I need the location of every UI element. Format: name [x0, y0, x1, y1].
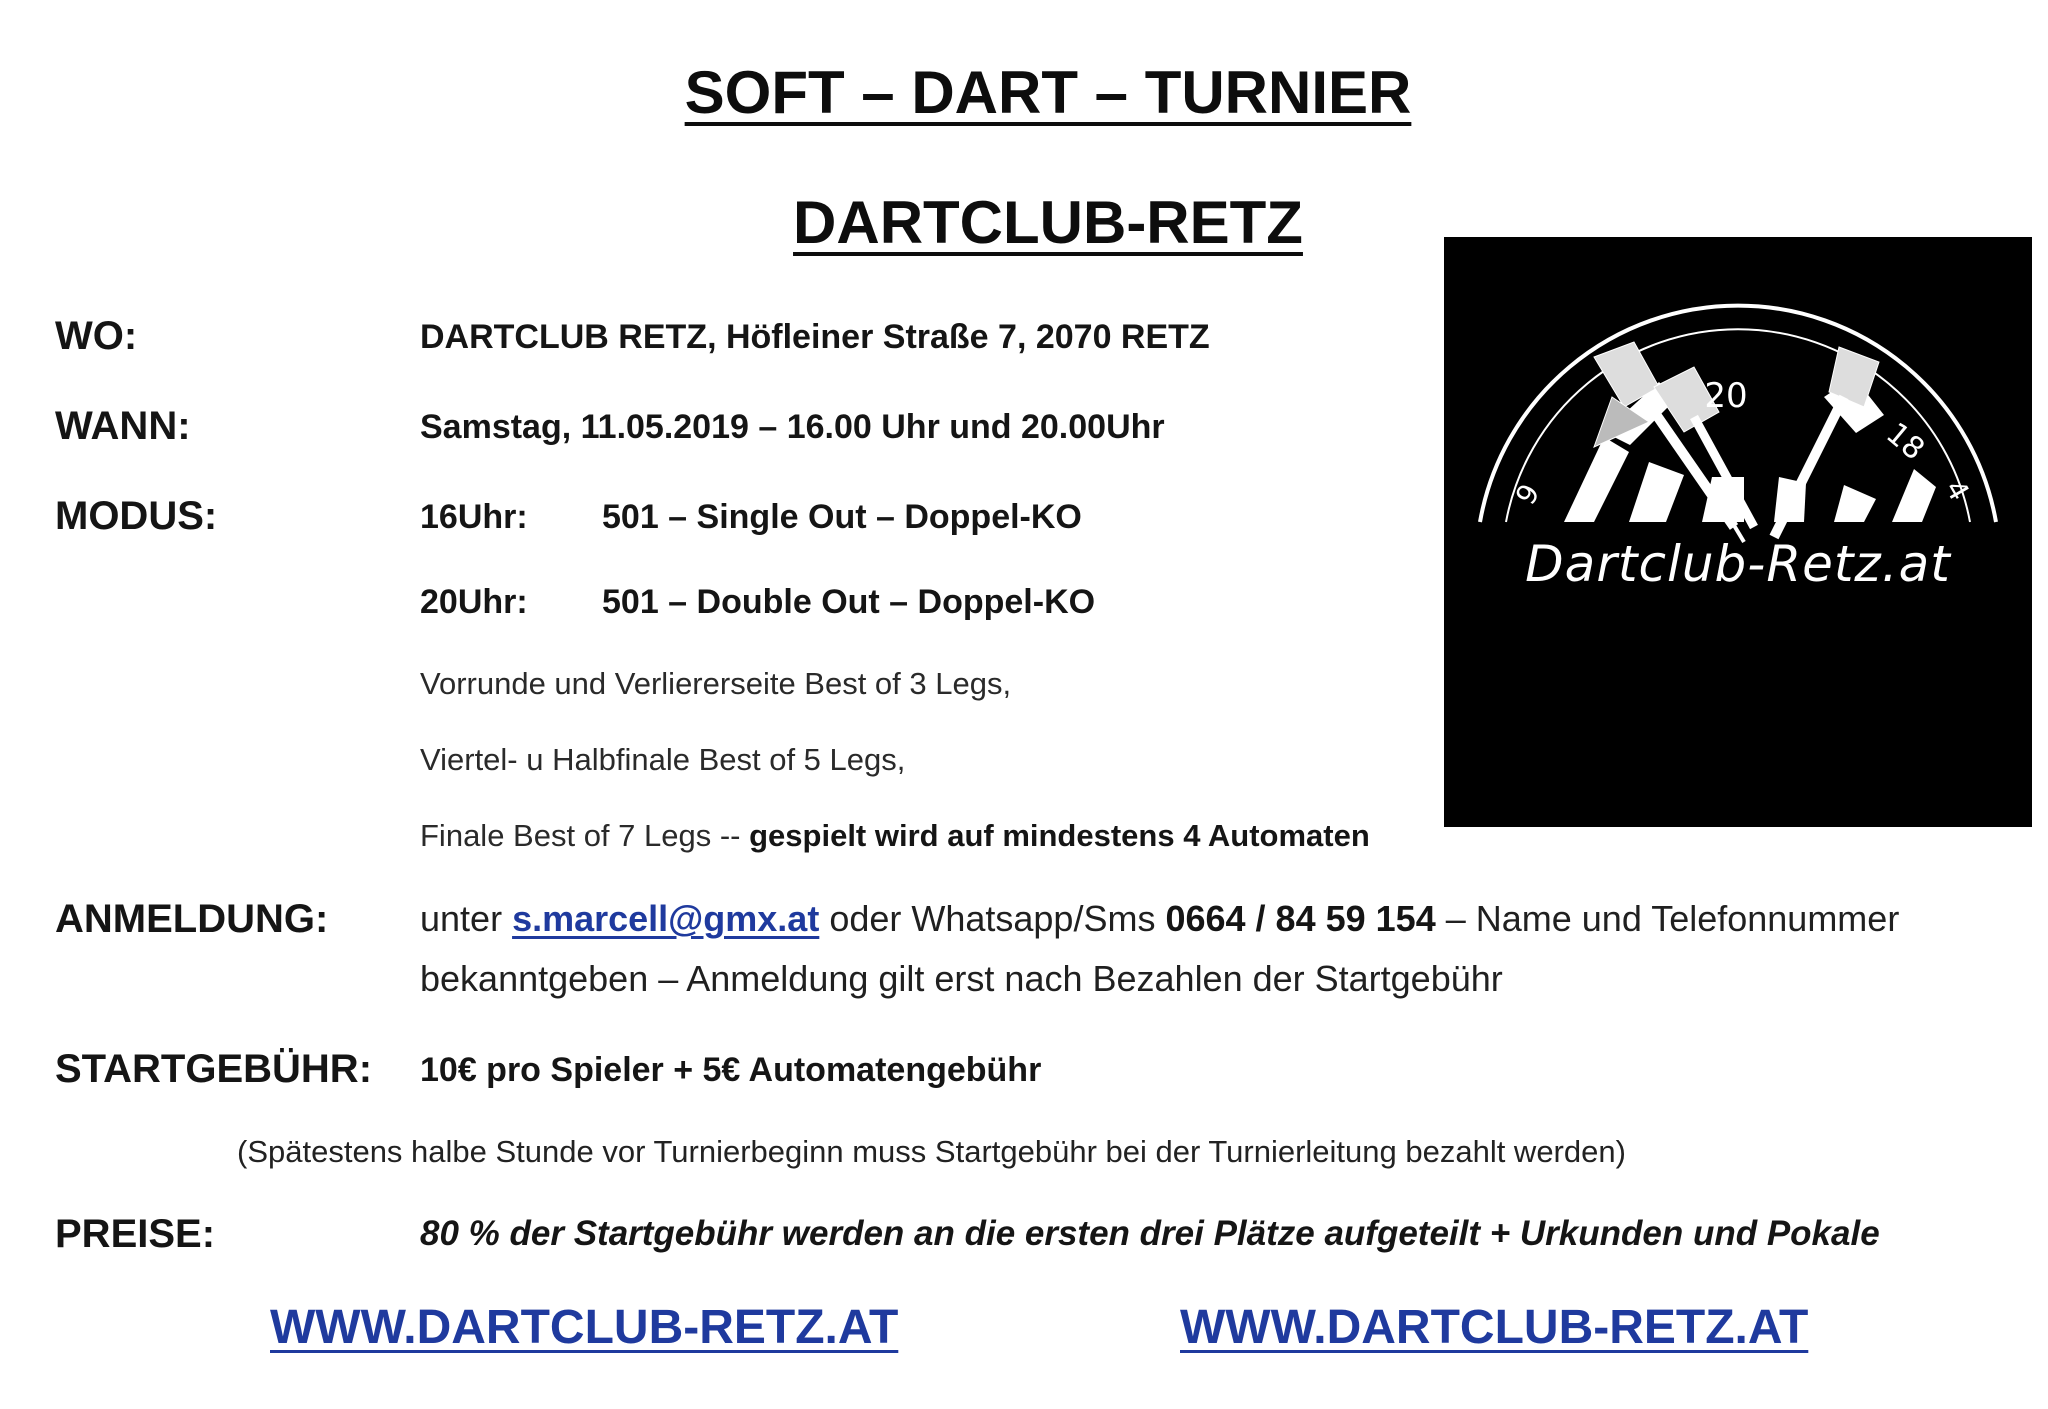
- registration-line-1: [420, 898, 1899, 940]
- where-label: WO:: [55, 314, 138, 358]
- dartboard-number-4: 4: [1938, 474, 1976, 507]
- fee-label: STARTGEBÜHR:: [55, 1047, 373, 1091]
- dartboard-number-20: 20: [1704, 376, 1748, 416]
- fee-value: 10€ pro Spieler + 5€ Automatengebühr: [420, 1051, 1042, 1089]
- dartboard-number-18: 18: [1879, 416, 1931, 468]
- where-value: DARTCLUB RETZ, Höfleiner Straße 7, 2070 RETZ: [420, 318, 1210, 356]
- mode-final-prefix: Finale Best of 7 Legs --: [420, 818, 750, 853]
- dartboard-number-9: 9: [1509, 478, 1547, 511]
- footer-website-link-right[interactable]: WWW.DARTCLUB-RETZ.AT: [1180, 1301, 1809, 1354]
- mode-label: MODUS:: [55, 494, 218, 538]
- registration-suffix: – Name und Telefonnummer: [1435, 898, 1900, 939]
- page-title: SOFT – DART – TURNIER: [684, 59, 1412, 126]
- registration-prefix: unter: [420, 898, 513, 939]
- mode-round-1-time: 16Uhr:: [420, 498, 528, 536]
- mode-detail-2: Viertel- u Halbfinale Best of 5 Legs,: [420, 742, 906, 777]
- registration-line-2: bekanntgeben – Anmeldung gilt erst nach Bezahlen der Startgebühr: [420, 958, 1503, 999]
- dartclub-logo: [1444, 237, 2032, 827]
- registration-phone: 0664 / 84 59 154: [1165, 898, 1436, 939]
- dartboard-graphic: [1444, 237, 2032, 827]
- registration-middle: oder Whatsapp/Sms: [819, 898, 1166, 939]
- registration-label: ANMELDUNG:: [55, 897, 329, 941]
- mode-round-2: [420, 583, 1095, 622]
- mode-detail-1: Vorrunde und Verliererseite Best of 3 Legs,: [420, 666, 1012, 701]
- page-subtitle: DARTCLUB-RETZ: [793, 189, 1303, 256]
- logo-text: Dartclub-Retz.at: [1525, 535, 1951, 593]
- prizes-label: PREISE:: [55, 1212, 216, 1256]
- footer-website-link-left[interactable]: WWW.DARTCLUB-RETZ.AT: [270, 1301, 899, 1354]
- prizes-value: 80 % der Startgebühr werden an die ersten drei Plätze aufgeteilt + Urkunden und Pokale: [420, 1214, 1880, 1253]
- mode-round-2-format: 501 – Double Out – Doppel-KO: [602, 583, 1096, 621]
- fee-note: (Spätestens halbe Stunde vor Turnierbeginn muss Startgebühr bei der Turnierleitung bezahlt werden): [237, 1134, 1626, 1169]
- when-label: WANN:: [55, 404, 191, 448]
- mode-detail-final: [420, 818, 1370, 854]
- registration-email-link[interactable]: s.marcell@gmx.at: [512, 898, 820, 939]
- mode-final-bold: gespielt wird auf mindestens 4 Automaten: [749, 818, 1370, 853]
- mode-round-1: [420, 498, 1082, 537]
- when-value: Samstag, 11.05.2019 – 16.00 Uhr und 20.00Uhr: [420, 408, 1165, 446]
- mode-round-1-format: 501 – Single Out – Doppel-KO: [602, 498, 1082, 536]
- mode-round-2-time: 20Uhr:: [420, 583, 528, 621]
